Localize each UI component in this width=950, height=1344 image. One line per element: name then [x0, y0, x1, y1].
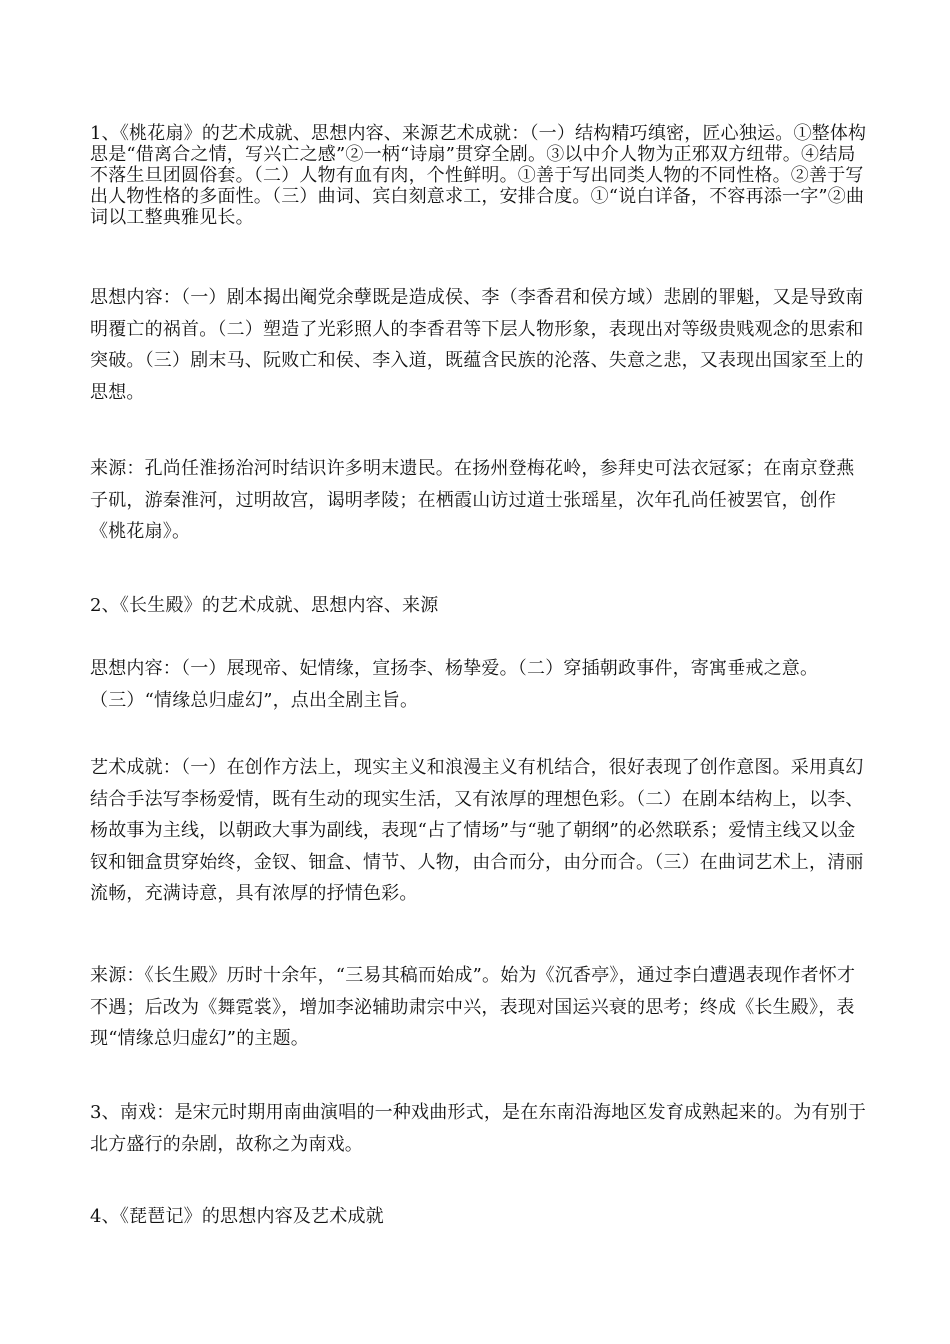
paragraph-nanxi: 3、南戏：是宋元时期用南曲演唱的一种戏曲形式，是在东南沿海地区发育成熟起来的。为有别于北方盛行的杂剧，故称之为南戏。 — [90, 1102, 867, 1155]
heading-pipaji: 4、《琵琶记》的思想内容及艺术成就 — [90, 1206, 384, 1227]
paragraph-taohuashan-source: 来源：孔尚任淮扬治河时结识许多明末遗民。在扬州登梅花岭，参拜史可法衣冠冢；在南京登燕子矶，游秦淮河，过明故宫，谒明孝陵；在栖霞山访过道士张瑶星，次年孔尚任被罢官，创作《桃花扇》。 — [90, 458, 855, 542]
heading-changshengdian: 2、《长生殿》的艺术成就、思想内容、来源 — [90, 595, 439, 616]
paragraph-taohuashan-art: 1、《桃花扇》的艺术成就、思想内容、来源艺术成就：（一）结构精巧缜密，匠心独运。①整体构思是“借离合之情，写兴亡之感”②一柄“诗扇”贯穿全剧。③以中介人物为正邪双方纽带。④结局不落生旦团圆俗套。（二）人物有血有肉，个性鲜明。①善于写出同类人物的不同性格。②善于写出人物性格的多面性。（三）曲词、宾白刻意求工，安排合度。①“说白详备，不容再添一字”②曲词以工整典雅见长。 — [90, 123, 867, 228]
paragraph-taohuashan-thought: 思想内容：（一）剧本揭出阉党余孽既是造成侯、李（李香君和侯方域）悲剧的罪魁，又是导致南明覆亡的祸首。（二）塑造了光彩照人的李香君等下层人物形象，表现出对等级贵贱观念的思索和突破。（三）剧末马、阮败亡和侯、李入道，既蕴含民族的沦落、失意之悲，又表现出国家至上的思想。 — [90, 287, 864, 403]
paragraph-changshengdian-source: 来源：《长生殿》历时十余年，“三易其稿而始成”。始为《沉香亭》，通过李白遭遇表现作者怀才不遇；后改为《舞霓裳》，增加李泌辅助肃宗中兴，表现对国运兴衰的思考；终成《长生殿》，表现“情缘总归虚幻”的主题。 — [90, 965, 856, 1049]
paragraph-changshengdian-art: 艺术成就：（一）在创作方法上，现实主义和浪漫主义有机结合，很好表现了创作意图。采用真幻结合手法写李杨爱情，既有生动的现实生活，又有浓厚的理想色彩。（二）在剧本结构上，以李、杨故事为主线，以朝政大事为副线，表现“占了情场”与“驰了朝纲”的必然联系；爱情主线又以金钗和钿盒贯穿始终，金钗、钿盒、情节、人物，由合而分，由分而合。（三）在曲词艺术上，清丽流畅，充满诗意，具有浓厚的抒情色彩。 — [90, 757, 864, 904]
paragraph-changshengdian-thought: 思想内容：（一）展现帝、妃情缘，宣扬李、杨挚爱。（二）穿插朝政事件，寄寓垂戒之意。（三）“情缘总归虚幻”，点出全剧主旨。 — [90, 658, 819, 711]
